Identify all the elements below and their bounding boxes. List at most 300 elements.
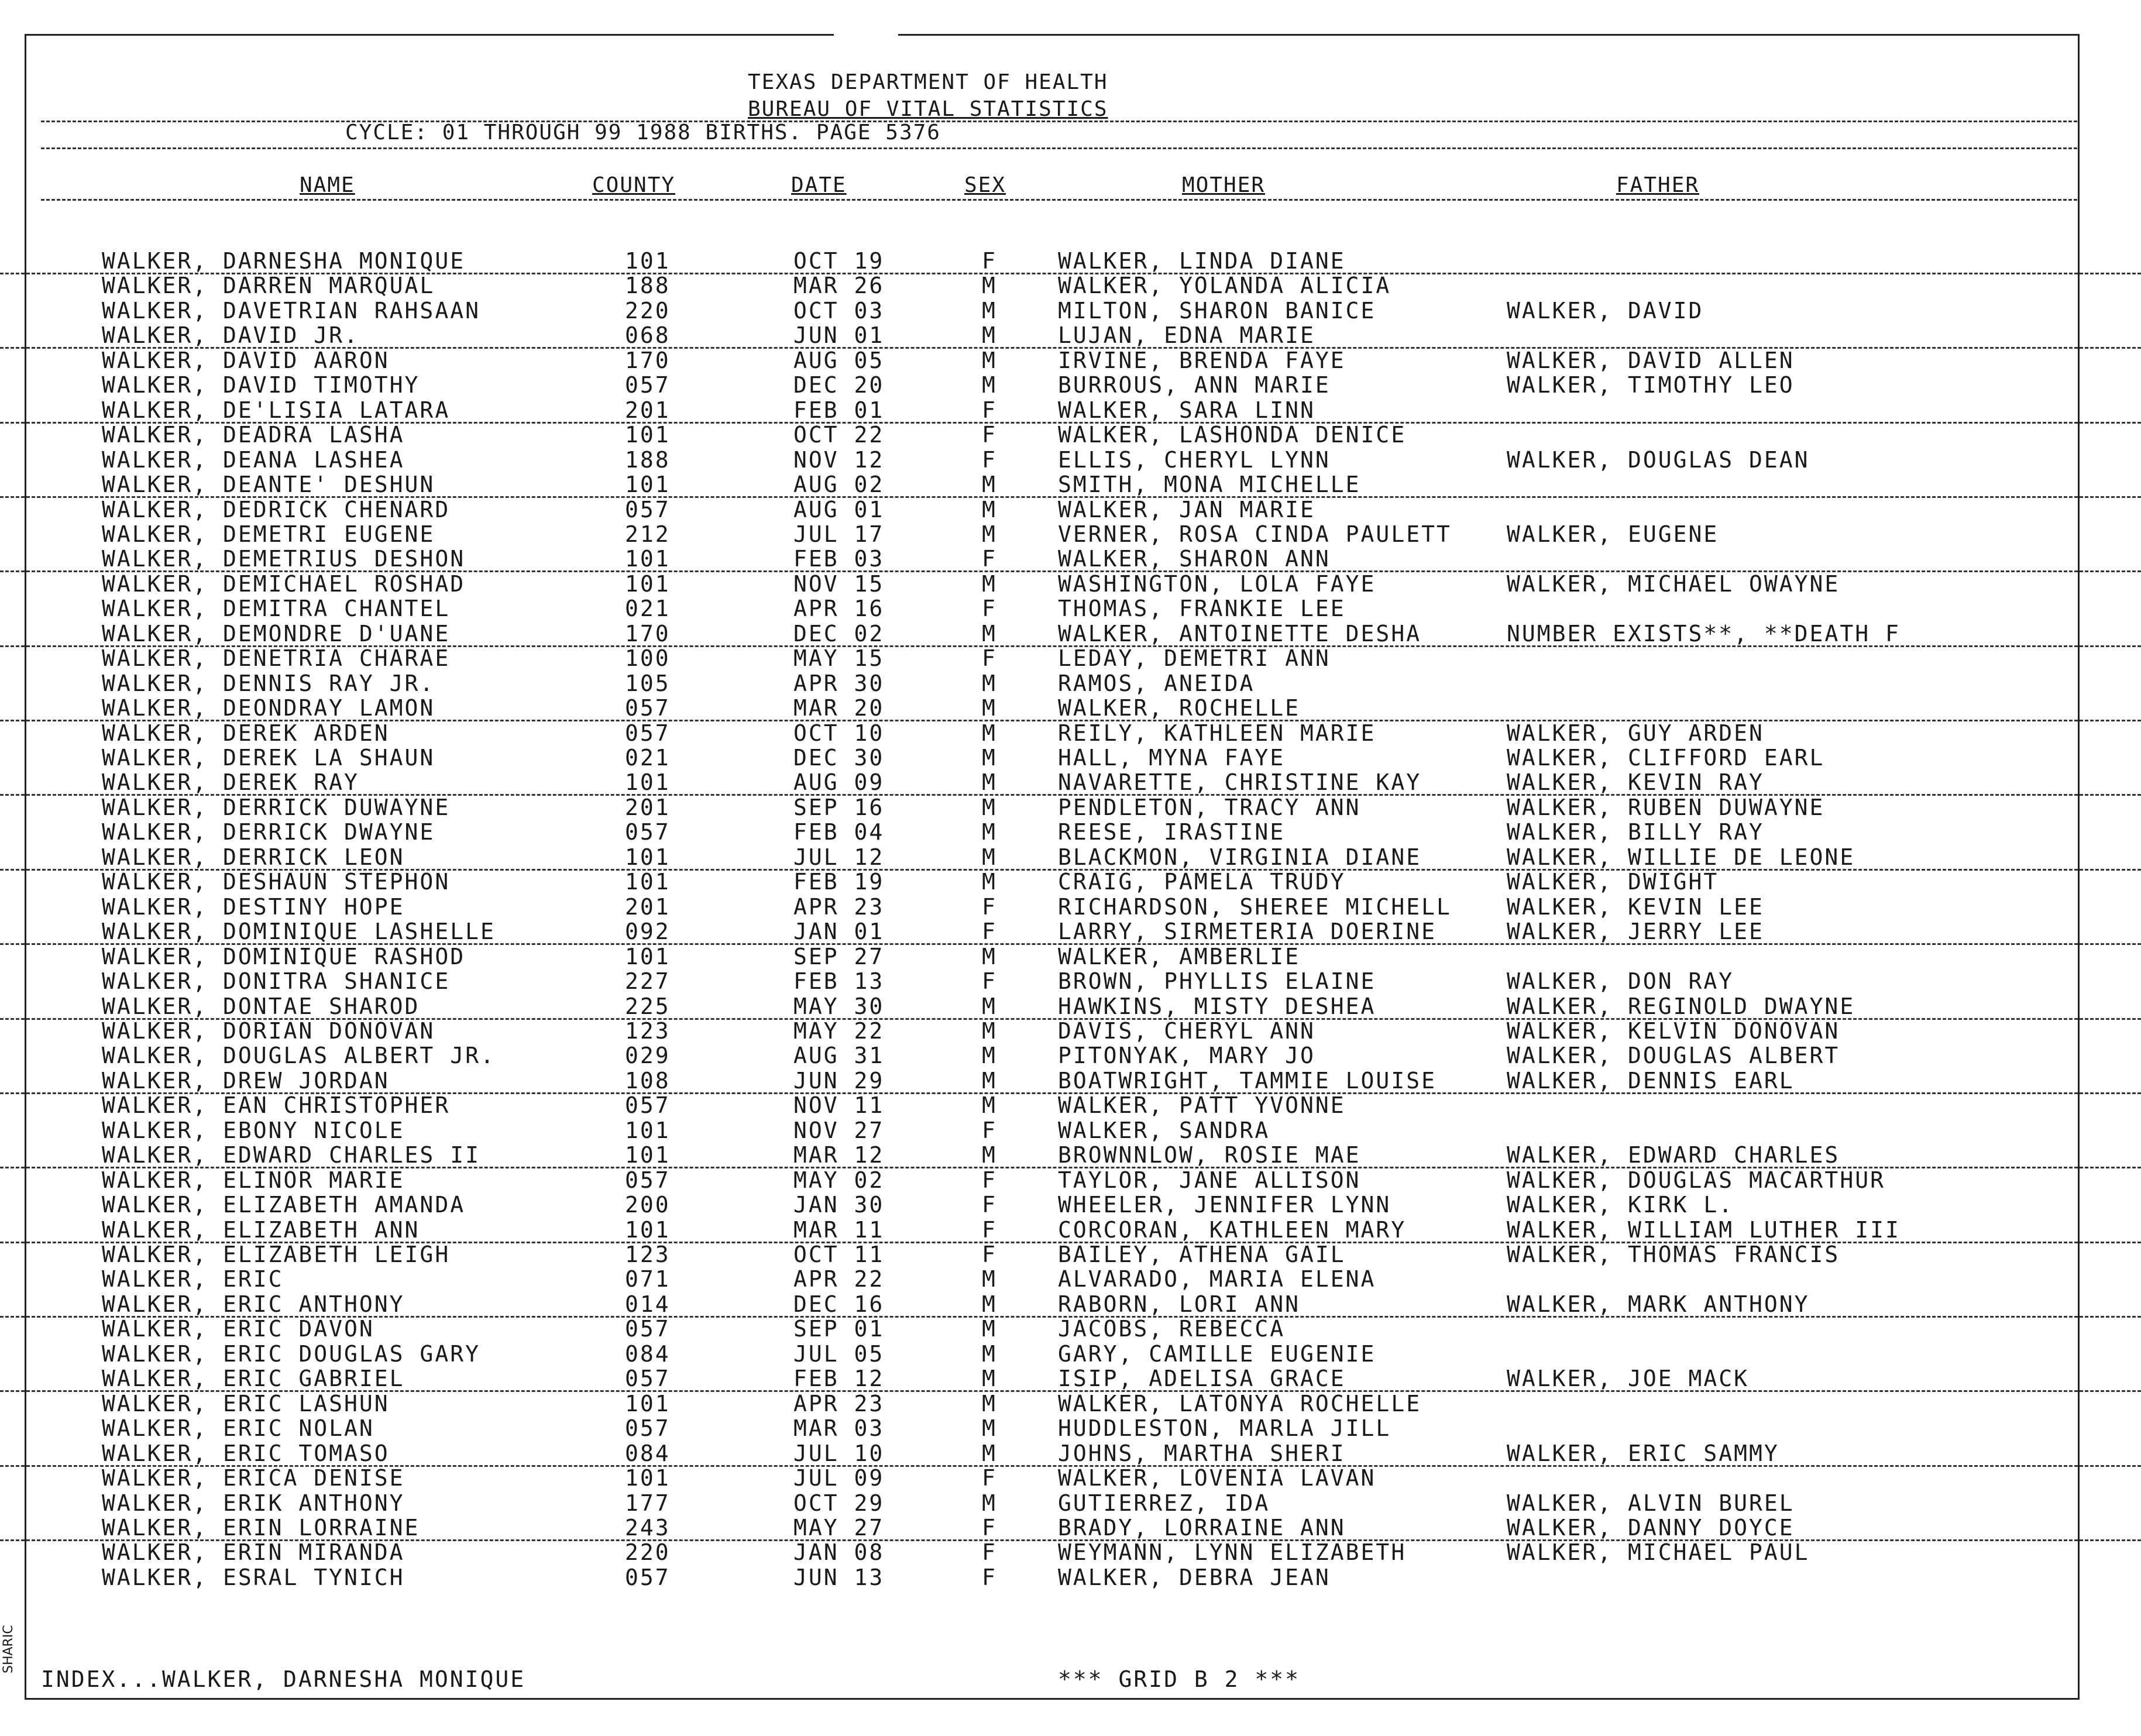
- cell-mother: HALL, MYNA FAYE: [1058, 745, 1286, 771]
- cell-mother: GARY, CAMILLE EUGENIE: [1058, 1340, 1376, 1367]
- cell-sex: F: [982, 1216, 997, 1243]
- table-row: [0, 1291, 2141, 1318]
- cell-name: WALKER, DENETRIA CHARAE: [102, 645, 451, 672]
- cell-sex: F: [982, 1514, 997, 1541]
- cell-sex: M: [982, 670, 997, 696]
- table-row: [0, 671, 2141, 695]
- cell-mother: BROWNNLOW, ROSIE MAE: [1058, 1142, 1361, 1168]
- cell-mother: ISIP, ADELISA GRACE: [1058, 1366, 1346, 1392]
- cell-date: NOV 11: [793, 1092, 885, 1119]
- cell-county: 057: [625, 372, 671, 398]
- cell-father: WALKER, WILLIAM LUTHER III: [1507, 1216, 1901, 1243]
- cell-county: 057: [625, 496, 671, 522]
- cell-name: WALKER, EDWARD CHARLES II: [102, 1142, 480, 1168]
- cell-name: WALKER, ERIC LASHUN: [102, 1390, 390, 1417]
- cell-sex: M: [982, 869, 997, 895]
- table-row: [0, 1192, 2141, 1216]
- cell-sex: M: [982, 1390, 997, 1417]
- cell-county: 092: [625, 919, 671, 945]
- cell-sex: M: [982, 1266, 997, 1292]
- cell-father: WALKER, DON RAY: [1507, 968, 1734, 995]
- cell-county: 170: [625, 347, 671, 373]
- cell-father: WALKER, ERIC SAMMY: [1507, 1440, 1779, 1466]
- cell-sex: M: [982, 1017, 997, 1044]
- cell-county: 101: [625, 869, 671, 895]
- cell-name: WALKER, DEANA LASHEA: [102, 446, 405, 473]
- cell-mother: SMITH, MONA MICHELLE: [1058, 472, 1361, 498]
- cell-date: DEC 02: [793, 620, 885, 647]
- cell-sex: M: [982, 347, 997, 373]
- cell-county: 227: [625, 968, 671, 995]
- table-row: [0, 1316, 2141, 1340]
- table-row: [0, 695, 2141, 721]
- cell-name: WALKER, DEMONDRE D'UANE: [102, 620, 451, 647]
- cell-mother: TAYLOR, JANE ALLISON: [1058, 1167, 1361, 1193]
- cell-county: 101: [625, 844, 671, 870]
- cell-mother: WASHINGTON, LOLA FAYE: [1058, 570, 1376, 597]
- cell-name: WALKER, DOMINIQUE LASHELLE: [102, 919, 496, 945]
- cell-county: 123: [625, 1242, 671, 1267]
- cell-mother: RABORN, LORI ANN: [1058, 1291, 1301, 1317]
- cell-date: JUL 17: [793, 521, 885, 547]
- cell-date: SEP 27: [793, 943, 885, 970]
- cell-county: 057: [625, 1415, 671, 1442]
- cell-date: NOV 12: [793, 446, 885, 473]
- cell-mother: JOHNS, MARTHA SHERI: [1058, 1440, 1346, 1466]
- cell-sex: M: [982, 496, 997, 522]
- cell-mother: WEYMANN, LYNN ELIZABETH: [1058, 1539, 1407, 1566]
- cell-mother: IRVINE, BRENDA FAYE: [1058, 347, 1346, 373]
- cell-name: WALKER, ELIZABETH AMANDA: [102, 1192, 466, 1218]
- cell-mother: ELLIS, CHERYL LYNN: [1058, 446, 1331, 473]
- cell-date: FEB 12: [793, 1366, 885, 1392]
- cell-sex: M: [982, 1043, 997, 1069]
- cell-mother: HUDDLESTON, MARLA JILL: [1058, 1415, 1391, 1442]
- cell-father: WALKER, GUY ARDEN: [1507, 720, 1764, 746]
- cell-county: 101: [625, 248, 671, 274]
- cell-date: JUN 29: [793, 1067, 885, 1094]
- cell-mother: WALKER, ANTOINETTE DESHA: [1058, 620, 1422, 647]
- cell-sex: M: [982, 1092, 997, 1119]
- cell-date: MAY 22: [793, 1017, 885, 1044]
- cell-sex: M: [982, 794, 997, 820]
- cell-county: 220: [625, 1539, 671, 1566]
- cell-name: WALKER, ERIC NOLAN: [102, 1415, 374, 1442]
- cell-father: WALKER, DENNIS EARL: [1507, 1067, 1795, 1094]
- cell-sex: M: [982, 521, 997, 547]
- table-row: [0, 447, 2141, 472]
- cell-father: WALKER, BILLY RAY: [1507, 819, 1764, 845]
- cell-name: WALKER, ERIK ANTHONY: [102, 1490, 405, 1516]
- cell-mother: WALKER, SHARON ANN: [1058, 546, 1331, 572]
- table-row: [0, 1242, 2141, 1266]
- cell-date: NOV 27: [793, 1117, 885, 1143]
- table-row: [0, 720, 2141, 745]
- cell-sex: M: [982, 620, 997, 647]
- cell-name: WALKER, ERIN MIRANDA: [102, 1539, 405, 1566]
- cell-date: JAN 30: [793, 1192, 885, 1218]
- table-row: [0, 844, 2141, 871]
- cell-sex: M: [982, 1067, 997, 1094]
- cell-mother: WALKER, LASHONDA DENICE: [1058, 422, 1407, 448]
- cell-mother: ALVARADO, MARIA ELENA: [1058, 1266, 1376, 1292]
- cell-name: WALKER, DEANTE' DESHUN: [102, 472, 435, 498]
- cell-mother: BURROUS, ANN MARIE: [1058, 372, 1331, 398]
- table-row: [0, 1118, 2141, 1142]
- cell-name: WALKER, DONTAE SHAROD: [102, 993, 420, 1019]
- cell-county: 029: [625, 1043, 671, 1069]
- cell-county: 057: [625, 1564, 671, 1590]
- cell-sex: M: [982, 819, 997, 845]
- table-row: [0, 968, 2141, 993]
- cell-name: WALKER, DESHAUN STEPHON: [102, 869, 451, 895]
- cell-county: 123: [625, 1017, 671, 1044]
- table-row: [0, 894, 2141, 919]
- cell-father: WALKER, KEVIN RAY: [1507, 769, 1764, 796]
- cell-county: 170: [625, 620, 671, 647]
- cell-county: 014: [625, 1291, 671, 1317]
- cell-sex: F: [982, 1192, 997, 1218]
- cell-sex: F: [982, 919, 997, 945]
- cell-county: 068: [625, 322, 671, 349]
- cell-name: WALKER, DEREK ARDEN: [102, 720, 390, 746]
- cell-date: JUN 13: [793, 1564, 885, 1590]
- cell-mother: WALKER, PATT YVONNE: [1058, 1092, 1346, 1119]
- cell-sex: M: [982, 1291, 997, 1317]
- cell-name: WALKER, DAVETRIAN RAHSAAN: [102, 297, 480, 324]
- cell-name: WALKER, DEREK LA SHAUN: [102, 745, 435, 771]
- cell-date: FEB 13: [793, 968, 885, 995]
- cell-name: WALKER, DERRICK DUWAYNE: [102, 794, 451, 820]
- cell-date: MAR 20: [793, 695, 885, 721]
- cell-sex: M: [982, 1316, 997, 1342]
- cell-sex: F: [982, 248, 997, 274]
- cell-county: 071: [625, 1266, 671, 1292]
- cell-name: WALKER, DAVID JR.: [102, 322, 359, 349]
- cell-date: DEC 16: [793, 1291, 885, 1317]
- cell-father: WALKER, DOUGLAS ALBERT: [1507, 1043, 1840, 1069]
- column-divider: [41, 199, 2077, 201]
- cell-mother: CRAIG, PAMELA TRUDY: [1058, 869, 1346, 895]
- table-row: [0, 1043, 2141, 1067]
- cell-name: WALKER, DENNIS RAY JR.: [102, 670, 435, 696]
- cell-mother: WALKER, AMBERLIE: [1058, 943, 1301, 970]
- cell-county: 084: [625, 1440, 671, 1466]
- cell-date: MAR 12: [793, 1142, 885, 1168]
- cell-county: 101: [625, 1216, 671, 1243]
- cell-name: WALKER, ESRAL TYNICH: [102, 1564, 405, 1590]
- cell-date: OCT 10: [793, 720, 885, 746]
- cell-sex: M: [982, 1440, 997, 1466]
- cell-name: WALKER, DOUGLAS ALBERT JR.: [102, 1043, 496, 1069]
- cell-date: AUG 05: [793, 347, 885, 373]
- cell-date: DEC 20: [793, 372, 885, 398]
- cell-county: 101: [625, 546, 671, 572]
- table-row: [0, 372, 2141, 397]
- cell-date: MAY 30: [793, 993, 885, 1019]
- cell-name: WALKER, DERRICK LEON: [102, 844, 405, 870]
- table-row: [0, 1266, 2141, 1291]
- cell-father: WALKER, MARK ANTHONY: [1507, 1291, 1810, 1317]
- cell-mother: REESE, IRASTINE: [1058, 819, 1286, 845]
- cell-name: WALKER, ERIC: [102, 1266, 284, 1292]
- cell-father: WALKER, KIRK L.: [1507, 1192, 1734, 1218]
- cell-sex: F: [982, 1167, 997, 1193]
- cell-mother: JACOBS, REBECCA: [1058, 1316, 1286, 1342]
- cell-date: JUL 10: [793, 1440, 885, 1466]
- table-row: [0, 298, 2141, 322]
- cell-father: WALKER, EUGENE: [1507, 521, 1719, 547]
- table-row: [0, 472, 2141, 498]
- cell-sex: F: [982, 1539, 997, 1566]
- cell-mother: WALKER, LOVENIA LAVAN: [1058, 1465, 1376, 1491]
- cell-county: 101: [625, 769, 671, 796]
- cell-mother: DAVIS, CHERYL ANN: [1058, 1017, 1315, 1044]
- cell-county: 101: [625, 472, 671, 498]
- cell-county: 100: [625, 645, 671, 672]
- cell-sex: M: [982, 1340, 997, 1367]
- cell-sex: M: [982, 993, 997, 1019]
- cell-name: WALKER, DORIAN DONOVAN: [102, 1017, 435, 1044]
- cell-name: WALKER, DEDRICK CHENARD: [102, 496, 451, 522]
- header-cycle: CYCLE: 01 THROUGH 99 1988 BIRTHS. PAGE 5376: [345, 121, 941, 145]
- cell-county: 057: [625, 1366, 671, 1392]
- column-header-name: NAME: [300, 173, 355, 197]
- cell-sex: F: [982, 422, 997, 448]
- cell-name: WALKER, ELINOR MARIE: [102, 1167, 405, 1193]
- cell-name: WALKER, EBONY NICOLE: [102, 1117, 405, 1143]
- table-row: [0, 745, 2141, 769]
- cell-date: JUL 05: [793, 1340, 885, 1367]
- cell-county: 225: [625, 993, 671, 1019]
- cell-date: SEP 01: [793, 1316, 885, 1342]
- cell-date: MAY 27: [793, 1514, 885, 1541]
- cell-mother: WALKER, LINDA DIANE: [1058, 248, 1346, 274]
- cell-county: 243: [625, 1514, 671, 1541]
- cell-father: WALKER, DANNY DOYCE: [1507, 1514, 1795, 1541]
- index-footer: INDEX...WALKER, DARNESHA MONIQUE: [41, 1666, 526, 1692]
- cell-sex: M: [982, 322, 997, 349]
- cell-county: 057: [625, 1167, 671, 1193]
- cell-date: FEB 04: [793, 819, 885, 845]
- grid-footer: *** GRID B 2 ***: [1058, 1666, 1301, 1692]
- cell-sex: M: [982, 720, 997, 746]
- cell-sex: M: [982, 570, 997, 597]
- column-header-date: DATE: [791, 173, 847, 197]
- table-row: [0, 621, 2141, 647]
- cell-father: WALKER, MICHAEL OWAYNE: [1507, 570, 1840, 597]
- cell-mother: MILTON, SHARON BANICE: [1058, 297, 1376, 324]
- cell-sex: M: [982, 943, 997, 970]
- table-row: [0, 944, 2141, 968]
- cell-date: AUG 01: [793, 496, 885, 522]
- cell-mother: WALKER, ROCHELLE: [1058, 695, 1301, 721]
- table-row: [0, 1018, 2141, 1043]
- table-row: [0, 1341, 2141, 1366]
- cell-father: WALKER, DOUGLAS MACARTHUR: [1507, 1167, 1885, 1193]
- cell-date: AUG 09: [793, 769, 885, 796]
- cell-sex: M: [982, 472, 997, 498]
- cell-mother: RICHARDSON, SHEREE MICHELL: [1058, 893, 1452, 920]
- cell-name: WALKER, DE'LISIA LATARA: [102, 397, 451, 423]
- cell-mother: LUJAN, EDNA MARIE: [1058, 322, 1315, 349]
- table-row: [0, 1565, 2141, 1589]
- cell-sex: F: [982, 546, 997, 572]
- cell-mother: BROWN, PHYLLIS ELAINE: [1058, 968, 1376, 995]
- cell-date: OCT 11: [793, 1242, 885, 1267]
- cell-mother: LEDAY, DEMETRI ANN: [1058, 645, 1331, 672]
- cell-county: 212: [625, 521, 671, 547]
- cell-name: WALKER, DEREK RAY: [102, 769, 359, 796]
- table-row: [0, 1217, 2141, 1243]
- cell-sex: M: [982, 1415, 997, 1442]
- cell-sex: F: [982, 893, 997, 920]
- header-bureau: BUREAU OF VITAL STATISTICS: [748, 97, 1108, 121]
- cell-date: OCT 03: [793, 297, 885, 324]
- table-row: [0, 322, 2141, 349]
- cell-mother: BAILEY, ATHENA GAIL: [1058, 1242, 1346, 1267]
- cell-date: JAN 01: [793, 919, 885, 945]
- cell-sex: M: [982, 695, 997, 721]
- cell-mother: WALKER, YOLANDA ALICIA: [1058, 273, 1391, 299]
- cell-name: WALKER, ERIC GABRIEL: [102, 1366, 405, 1392]
- cell-name: WALKER, ELIZABETH ANN: [102, 1216, 420, 1243]
- header-title: TEXAS DEPARTMENT OF HEALTH: [748, 70, 1108, 94]
- table-row: [0, 1490, 2141, 1515]
- cell-father: WALKER, DWIGHT: [1507, 869, 1719, 895]
- table-row: [0, 521, 2141, 546]
- table-row: [0, 1539, 2141, 1564]
- cell-sex: F: [982, 1242, 997, 1267]
- cell-mother: THOMAS, FRANKIE LEE: [1058, 596, 1346, 622]
- cell-county: 188: [625, 446, 671, 473]
- table-row: [0, 1142, 2141, 1168]
- cell-father: NUMBER EXISTS**, **DEATH F: [1507, 620, 1901, 647]
- cell-county: 188: [625, 273, 671, 299]
- table-row: [0, 571, 2141, 596]
- cell-father: WALKER, WILLIE DE LEONE: [1507, 844, 1855, 870]
- cell-mother: PENDLETON, TRACY ANN: [1058, 794, 1361, 820]
- cell-county: 201: [625, 794, 671, 820]
- column-header-sex: SEX: [964, 173, 1006, 197]
- cell-mother: WHEELER, JENNIFER LYNN: [1058, 1192, 1391, 1218]
- cell-father: WALKER, JOE MACK: [1507, 1366, 1750, 1392]
- cell-date: MAR 26: [793, 273, 885, 299]
- cell-father: WALKER, RUBEN DUWAYNE: [1507, 794, 1825, 820]
- cell-county: 105: [625, 670, 671, 696]
- cell-name: WALKER, ERIN LORRAINE: [102, 1514, 420, 1541]
- cell-date: OCT 19: [793, 248, 885, 274]
- cell-name: WALKER, DAVID AARON: [102, 347, 390, 373]
- cell-mother: REILY, KATHLEEN MARIE: [1058, 720, 1376, 746]
- cell-mother: WALKER, SARA LINN: [1058, 397, 1315, 423]
- cell-father: WALKER, MICHAEL PAUL: [1507, 1539, 1810, 1566]
- column-header-county: COUNTY: [592, 173, 676, 197]
- cell-county: 101: [625, 570, 671, 597]
- table-row: [0, 1391, 2141, 1415]
- cell-name: WALKER, DOMINIQUE RASHOD: [102, 943, 466, 970]
- cell-mother: BRADY, LORRAINE ANN: [1058, 1514, 1346, 1541]
- table-row: [0, 1465, 2141, 1490]
- cell-name: WALKER, ERICA DENISE: [102, 1465, 405, 1491]
- cell-sex: F: [982, 645, 997, 672]
- cell-county: 101: [625, 943, 671, 970]
- side-mark: SHARIC: [1, 1625, 16, 1673]
- column-header-father: FATHER: [1616, 173, 1700, 197]
- cell-name: WALKER, DEONDRAY LAMON: [102, 695, 435, 721]
- cell-date: APR 23: [793, 1390, 885, 1417]
- cell-date: DEC 30: [793, 745, 885, 771]
- cell-date: FEB 19: [793, 869, 885, 895]
- cell-sex: F: [982, 596, 997, 622]
- cell-sex: F: [982, 1465, 997, 1491]
- cell-mother: VERNER, ROSA CINDA PAULETT: [1058, 521, 1452, 547]
- cell-date: AUG 02: [793, 472, 885, 498]
- cell-mother: WALKER, JAN MARIE: [1058, 496, 1315, 522]
- cell-county: 057: [625, 720, 671, 746]
- cell-county: 108: [625, 1067, 671, 1094]
- table-row: [0, 994, 2141, 1020]
- cell-county: 101: [625, 1465, 671, 1491]
- cell-name: WALKER, ELIZABETH LEIGH: [102, 1242, 451, 1267]
- table-row: [0, 1366, 2141, 1392]
- cell-mother: PITONYAK, MARY JO: [1058, 1043, 1315, 1069]
- cell-county: 101: [625, 1117, 671, 1143]
- table-row: [0, 273, 2141, 297]
- cell-father: WALKER, JERRY LEE: [1507, 919, 1764, 945]
- cell-father: WALKER, ALVIN BUREL: [1507, 1490, 1795, 1516]
- table-row: [0, 248, 2141, 274]
- cell-sex: M: [982, 1490, 997, 1516]
- cell-sex: M: [982, 1366, 997, 1392]
- cell-father: WALKER, DOUGLAS DEAN: [1507, 446, 1810, 473]
- table-row: [0, 1415, 2141, 1440]
- cell-county: 057: [625, 1092, 671, 1119]
- cell-sex: M: [982, 769, 997, 796]
- cell-father: WALKER, THOMAS FRANCIS: [1507, 1242, 1840, 1267]
- cell-county: 220: [625, 297, 671, 324]
- table-row: [0, 769, 2141, 796]
- cell-father: WALKER, DAVID: [1507, 297, 1704, 324]
- cell-father: WALKER, KEVIN LEE: [1507, 893, 1764, 920]
- cell-name: WALKER, DEMICHAEL ROSHAD: [102, 570, 466, 597]
- cell-sex: M: [982, 297, 997, 324]
- cell-date: MAY 02: [793, 1167, 885, 1193]
- cell-name: WALKER, DARREN MARQUAL: [102, 273, 435, 299]
- cell-mother: BOATWRIGHT, TAMMIE LOUISE: [1058, 1067, 1437, 1094]
- cell-date: MAR 03: [793, 1415, 885, 1442]
- cell-county: 201: [625, 893, 671, 920]
- cell-mother: WALKER, SANDRA: [1058, 1117, 1270, 1143]
- column-header-mother: MOTHER: [1182, 173, 1266, 197]
- cell-county: 021: [625, 596, 671, 622]
- cell-sex: F: [982, 397, 997, 423]
- cell-sex: F: [982, 446, 997, 473]
- cell-sex: M: [982, 844, 997, 870]
- cell-date: AUG 31: [793, 1043, 885, 1069]
- cell-sex: F: [982, 1564, 997, 1590]
- cell-date: JUL 09: [793, 1465, 885, 1491]
- table-row: [0, 819, 2141, 844]
- cell-mother: NAVARETTE, CHRISTINE KAY: [1058, 769, 1422, 796]
- table-row: [0, 348, 2141, 372]
- cell-name: WALKER, DESTINY HOPE: [102, 893, 405, 920]
- table-row: [0, 546, 2141, 572]
- cell-name: WALKER, ERIC ANTHONY: [102, 1291, 405, 1317]
- frame-gap: [834, 30, 898, 37]
- cell-date: FEB 01: [793, 397, 885, 423]
- cell-father: WALKER, TIMOTHY LEO: [1507, 372, 1795, 398]
